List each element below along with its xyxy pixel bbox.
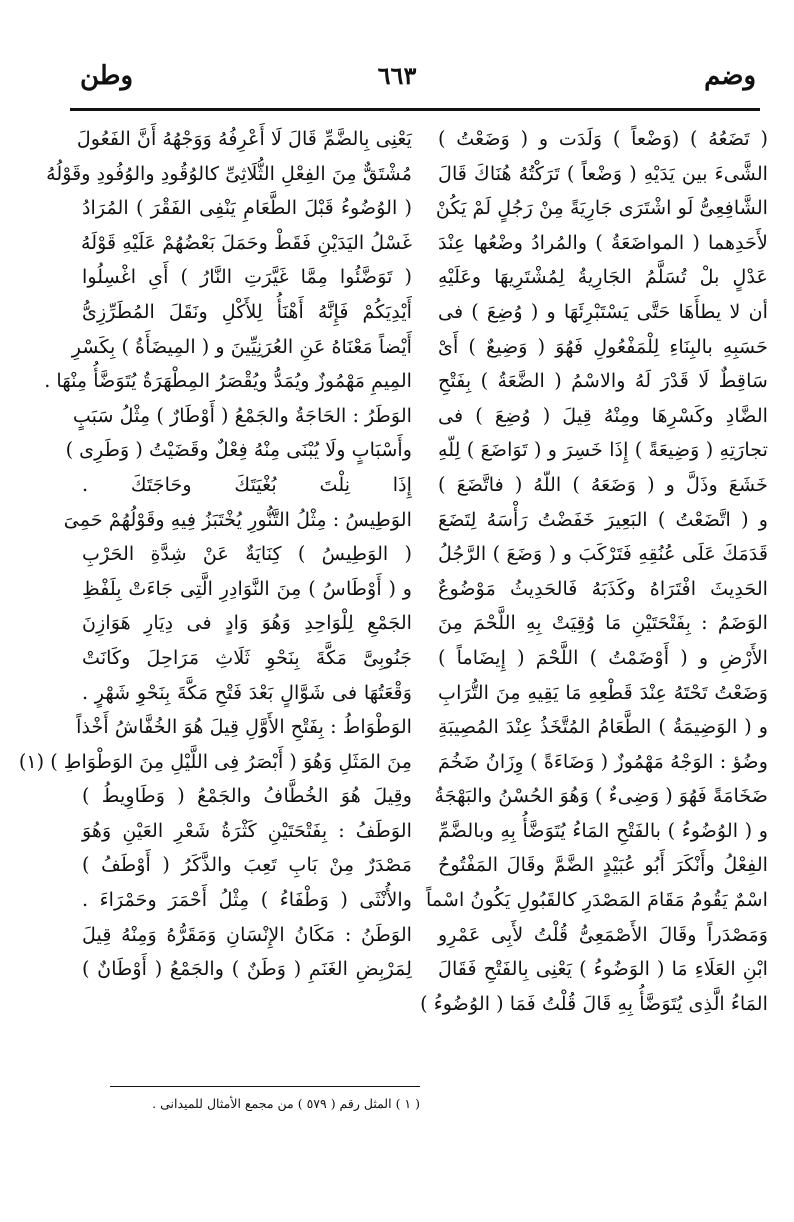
text-line: يَعْنِى بِالضَّمِّ قَالَ لَا أَعْرِفُهُ وَوَجْهُهُ أَنَّ الفَعُولَ [76, 127, 412, 150]
text-line: الوَطْوَاطُ : بِفَتْحِ الأَوَّلِ قِيلَ هُوَ الخُفَّاشُ أَخْذاً [76, 715, 412, 739]
text-line: اسْمٌ يَقُومُ مَقَامَ المَصْدَرِ كالقَبُولِ يَكُونُ اسْماً [425, 888, 768, 912]
text-line: وضُؤ : الوَجْهُ مَهْمُوزٌ ( وَضَاءَةً ) وِزَانُ ضَخُمَ [438, 749, 768, 773]
text-line: وأَسْبَابٍ ولَا يُبْنَى مِنْهُ فِعْلٌ وقَضَيْتُ ( وَطَرِى ) [65, 438, 412, 462]
text-line: والأُنْثَى ( وَطْفَاءُ ) مِثْلُ أَحْمَرَ وحَمْرَاءَ . [82, 888, 412, 912]
page-number: ٦٦٣ [377, 61, 417, 90]
text-line: الأَرْضِ و ( أَوْضَمْتُ ) اللَّحْمَ ( إِيضَاماً ) [438, 645, 768, 669]
text-line: أَيْدِيَكُمْ فَإِنَّهُ أَهْنَأُ لِلأَكْلِ ونَقَلَ المُطَرِّزِىُّ [82, 299, 412, 323]
text-line: الحَدِيثَ افْتَرَاهُ وكَذَبَهُ فَالحَدِيثُ مَوْضُوعٌ [438, 576, 768, 600]
text-line: إِذَا نِلْتَ بُغْيَتَكَ وحَاجَتَكَ . [82, 472, 412, 496]
text-line: وقِيلَ هُوَ الخُطَّافُ والجَمْعُ ( وَطَاوِيطُ ) [82, 784, 412, 808]
text-line: خَشَعَ وذَلَّ و ( وَضَعَهُ ) اللّهُ ( فاتَّضَعَ ) [438, 472, 768, 496]
text-line: ( الوَطِيسُ ) كِنَايَةٌ عَنْ شِدَّةِ الحَرْبِ [82, 542, 412, 566]
text-line: ( الوُضُوءُ قَبْلَ الطَّعَامِ يَنْفِى الفَقْرَ ) المُرَادُ [82, 196, 412, 220]
text-line: الجَمْعِ لِلْوَاحِدِ وَهُوَ وَادٍ فى دِيَارِ هَوَازِنَ [82, 611, 412, 635]
text-line: غَسْلُ اليَدَيْنِ فَقَطْ وحَمَلَ بَعْضُهُمْ عَلَيْهِ قَوْلَهُ [80, 230, 412, 254]
text-line: أَيْضاً مَعْنَاهُ عَنِ العُرَنِيِّينَ و ( المِيضَأَةُ ) بِكَسْرِ [71, 334, 412, 358]
text-line: لِمَرْبِضِ الغَنَمِ ( وَطَنٌ ) والجَمْعُ ( أَوْطَانٌ ) [82, 957, 412, 981]
right-text-column [420, 122, 768, 1082]
text-line: الشَّىءَ بين يَدَيْهِ ( وَضْعاً ) تَرَكْتُهُ هُنَاكَ قَالَ [438, 161, 768, 185]
text-line: الشَّافِعِىُّ لَو اشْتَرَى جَارِيَةً مِنْ رَجُلٍ لَمْ يَكُنْ [435, 196, 768, 220]
text-line: ( تَضَعُهُ ) (وَضْعاً ) وَلَدَت و ( وَضَعْتُ ) [438, 127, 768, 150]
text-line: الوَطَرُ : الحَاجَةُ والجَمْعُ ( أَوْطَارٌ ) مِثْلُ سَبَبٍ [72, 403, 412, 427]
text-line: مِنَ المَثَلِ وَهُوَ ( أَبْصَرُ فِى اللَّيْلِ مِنَ الوَطْوَاطِ ) (١) [18, 749, 412, 773]
footnote: ( ١ ) المثل رقم ( ٥٧٩ ) من مجمع الأمثال للميدانى . [152, 1096, 420, 1111]
text-line: وَضَعْتُ تَحْتَهُ عِنْدَ قَطْعِهِ مَا يَقِيهِ مِنَ التُّرَابِ [438, 680, 768, 704]
text-line: سَاقِطٌ لَا قَدْرَ لَهُ والاسْمُ ( الضَّعَةُ ) بِفَتْحِ [438, 369, 768, 393]
text-line: ضَخَامَةً فَهُوَ ( وَضِىءٌ ) وَهُوَ الحُسْنُ والبَهْجَةُ [434, 784, 768, 808]
text-line: مَصْدَرٌ مِنْ بَابِ تَعِبَ والذَّكَرُ ( أَوْطَفُ ) [82, 853, 412, 877]
text-line: الفِعْلُ وأَنْكَرَ أَبُو عُبَيْدٍ الضَّمَّ وقَالَ المَفْتُوحُ [438, 853, 768, 877]
text-line: و ( الوُضُوءُ ) بالفَتْحِ المَاءُ يُتَوَضَّأُ بِهِ وبالضَّمِّ [438, 818, 768, 842]
text-line: لأَحَدِهما ( المواضَعَةُ ) والمُرادُ وضْعُها عِنْدَ [438, 230, 768, 254]
text-line: تجارَتِهِ ( وَضِيعَةً ) إِذَا خَسِرَ و ( تَوَاضَعَ ) لِلّهِ [438, 438, 768, 462]
text-line: ابْنِ العَلَاءِ مَا ( الوَضُوءُ ) يَعْنِى بِالفَتْحِ فَقَالَ [438, 957, 768, 981]
left-text-column [18, 122, 412, 1082]
text-line: الوَطَنُ : مَكَانُ الإِنْسَانِ وَمَقَرُّهُ وَمِنْهُ قِيلَ [82, 922, 412, 946]
text-line: عَدْلٍ بلْ تُسَلَّمُ الجَارِيةُ لِمُشْتَرِيهَا وعَلَيْهِ [438, 265, 768, 289]
text-line: جَنُوبِىَّ مَكَّةَ بِنَحْوِ ثَلَاثِ مَرَاحِلَ وكَانَتْ [82, 645, 412, 669]
text-line: الوَطِيسُ : مِثْلُ التَّنُّورِ يُخْتَبَزُ فِيهِ وقَوْلُهُمْ حَمِىَ [63, 507, 412, 531]
text-line: مُشْتَقٌّ مِنَ الفِعْلِ الثُّلَاثِىِّ كالوُقُودِ والوُفُودِ وقَوْلُهُ [46, 161, 412, 185]
text-line: المِيمِ مَهْمُوزٌ ويُمَدُّ ويُقْصَرُ المِطْهَرَةُ يُتَوَضَّأُ مِنْهَا . [44, 369, 412, 393]
footnote-rule [110, 1086, 420, 1087]
text-line: أن لا يطأَهَا حَتَّى يَسْتَبْرِئَهَا و ( وُضِعَ ) فى [438, 299, 768, 323]
text-line: و ( الوَضِيمَةُ ) الطَّعَامُ المُتَّخَذُ عِنْدَ المُصِيبَةِ [438, 715, 768, 739]
header-entry-word-right: وضم [704, 61, 756, 91]
text-line: و ( اتَّضَعْتُ ) البَعِيرَ خَفَضْتُ رَأْسَهُ لِتَضَعَ [438, 507, 768, 531]
text-line: وَقْعَتُهَا فى شَوَّالٍ بَعْدَ فَتْحِ مَكَّةَ بِنَحْوِ شَهْرٍ . [82, 680, 412, 704]
header-rule [70, 108, 760, 111]
text-line: الضَّادِ وكَسْرِهَا ومِنْهُ قِيلَ ( وُضِعَ ) فى [438, 403, 768, 427]
text-line: الوَضَمُ : بِفَتْحَتَيْنِ مَا وُقِيَتْ بِهِ اللَّحْمَ مِنَ [438, 611, 768, 635]
text-line: و ( أَوْطَاسُ ) مِنَ النَّوَادِرِ الَّتِى جَاءَتْ بِلَفْظِ [82, 576, 412, 600]
text-line: وَمَصْدَراً وقَالَ الأَصْمَعِىُّ قُلْتُ لأَبِى عَمْرِو [438, 922, 768, 946]
text-line: الوَطَفُ : بِفَتْحَتَيْنِ كَثْرَةُ شَعْرِ العَيْنِ وَهُوَ [82, 818, 412, 842]
text-line: حَسَبِهِ بالبِنَاءِ لِلْمَفْعُولِ فَهُوَ ( وَضِيعٌ ) أَىْ [438, 334, 768, 358]
text-line: المَاءُ الَّذِى يُتَوَضَّأُ بِهِ قَالَ قُلْتُ فَمَا ( الوُضُوءُ ) [420, 991, 768, 1015]
text-line: قَدَمَكَ عَلَى عُنُقِهِ فَتَرْكَبَ و ( وَضَعَ ) الرَّجُلُ [438, 542, 768, 566]
header-entry-word-left: وطن [80, 61, 134, 91]
text-line: ( تَوَضَّئُوا مِمَّا غَيَّرَتِ النَّارُ ) أَىِ اغْسِلُوا [82, 265, 412, 289]
